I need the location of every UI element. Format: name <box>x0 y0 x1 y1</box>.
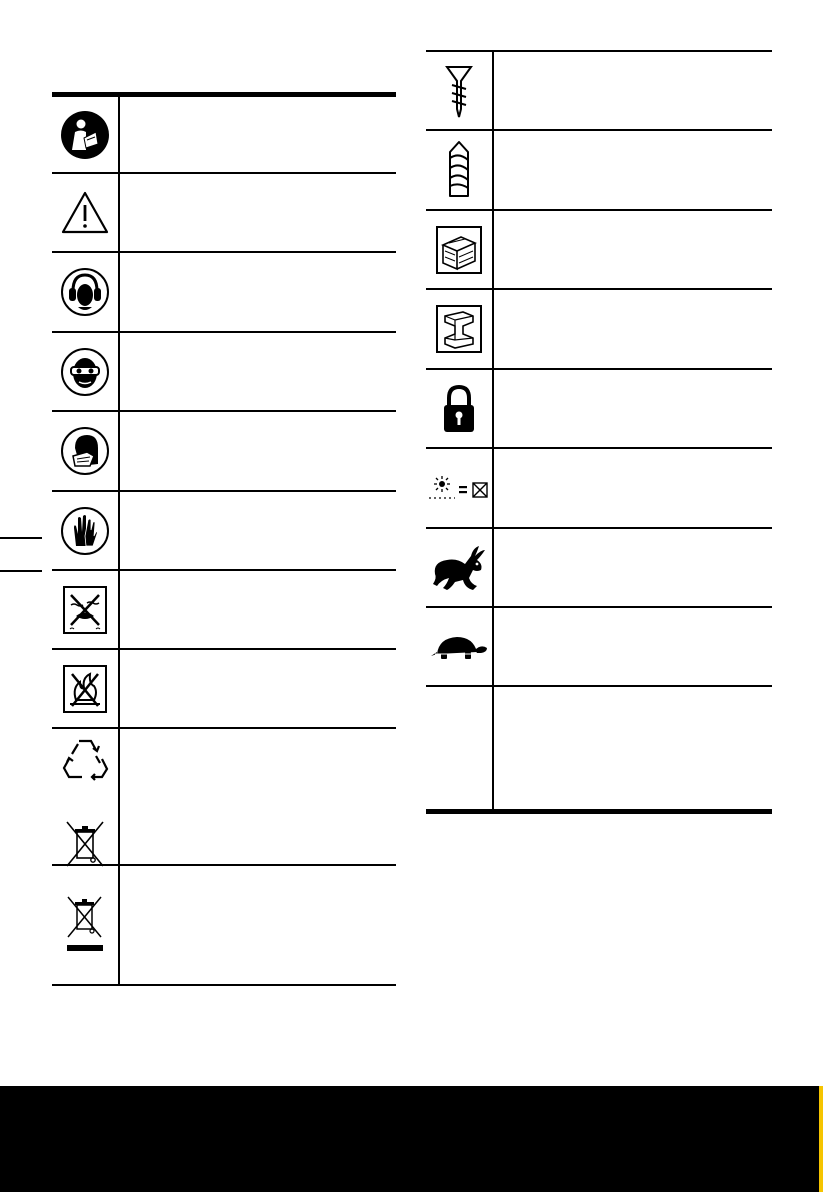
eye-protection-icon <box>52 333 118 410</box>
edge-accent-stripe <box>819 1086 823 1192</box>
light-indicator-icon <box>426 449 492 527</box>
left-symbol-table <box>52 92 396 987</box>
table-bottom-rule <box>426 809 772 814</box>
warning-triangle-icon <box>52 174 118 251</box>
column-divider <box>118 92 120 984</box>
drill-bit-icon <box>426 131 492 209</box>
weee-bin-icon <box>63 818 107 870</box>
fast-speed-rabbit-icon <box>426 529 492 606</box>
slow-speed-turtle-icon <box>426 608 492 685</box>
no-fire-icon <box>52 650 118 727</box>
right-symbol-table <box>426 50 772 818</box>
recycle-and-weee-icon <box>52 729 118 876</box>
read-manual-icon <box>52 97 118 172</box>
footer-band <box>0 1086 823 1192</box>
ear-protection-icon <box>52 253 118 331</box>
column-divider <box>492 50 494 812</box>
battery-weee-icon <box>52 866 118 984</box>
table-bottom-rule <box>52 984 396 986</box>
no-rain-icon <box>52 571 118 648</box>
screw-icon <box>426 52 492 129</box>
metal-material-icon <box>426 290 492 368</box>
wood-material-icon <box>426 211 492 288</box>
row-divider <box>426 685 772 687</box>
recycle-icon <box>60 735 110 783</box>
section-tab-mark <box>0 570 42 572</box>
dust-mask-icon <box>52 412 118 490</box>
gloves-icon <box>52 492 118 569</box>
lock-icon <box>426 370 492 447</box>
section-tab-mark <box>0 537 42 539</box>
